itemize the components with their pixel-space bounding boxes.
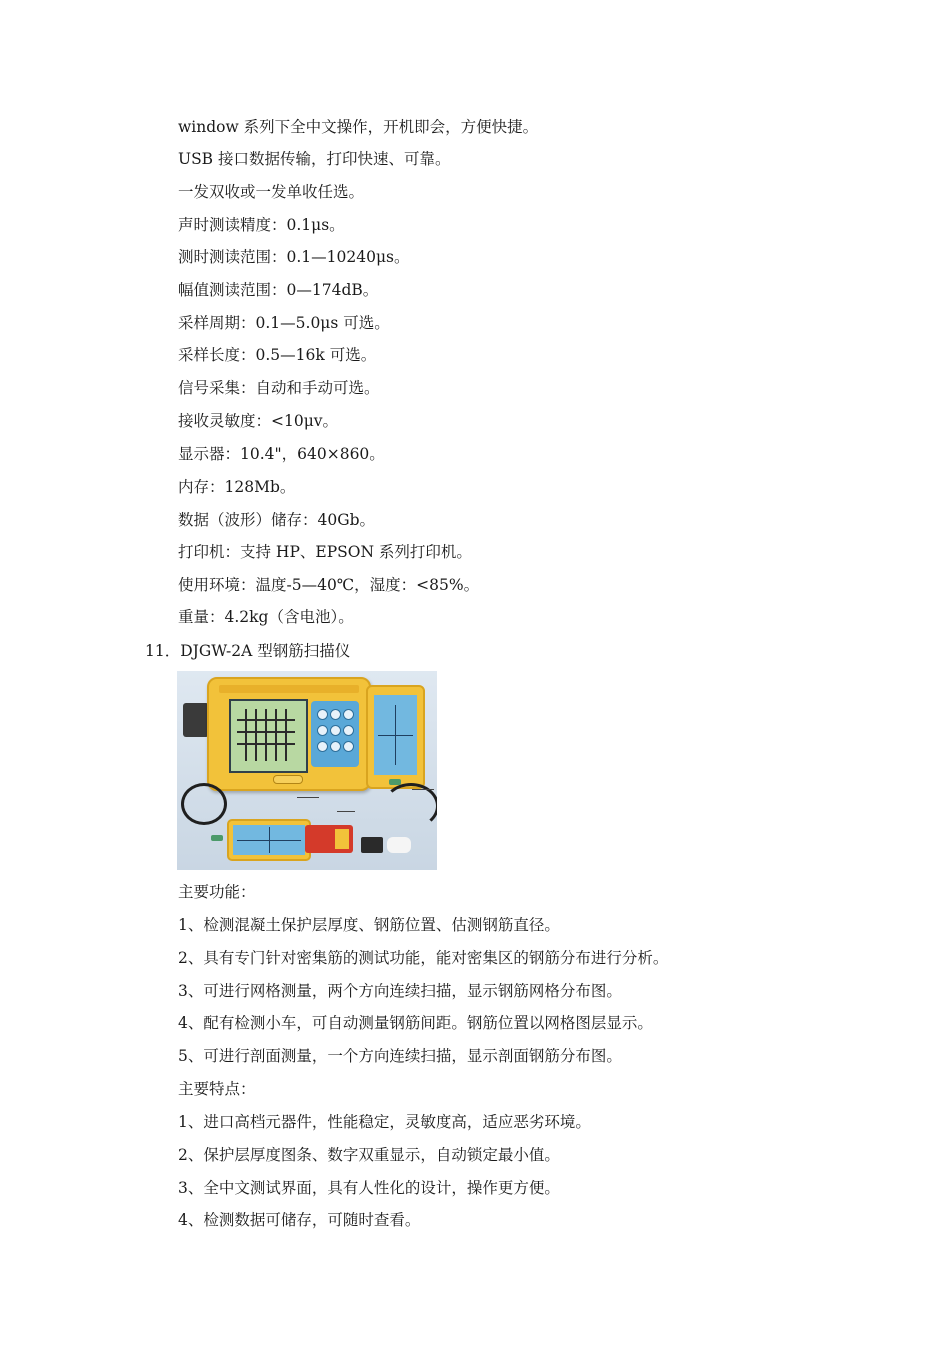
function-item: 1、检测混凝土保护层厚度、钢筋位置、估测钢筋直径。 bbox=[178, 916, 560, 934]
spec-line: USB 接口数据传输，打印快速、可靠。 bbox=[178, 150, 451, 168]
feature-item: 4、检测数据可储存，可随时查看。 bbox=[178, 1211, 421, 1229]
test-cart-illustration bbox=[305, 825, 353, 853]
feature-item: 1、进口高档元器件，性能稳定，灵敏度高，适应恶劣环境。 bbox=[178, 1113, 591, 1131]
spec-line: 显示器：10.4"，640×860。 bbox=[178, 445, 385, 463]
spec-line: 接收灵敏度：<10μv。 bbox=[178, 412, 339, 430]
feature-item: 3、全中文测试界面，具有人性化的设计，操作更方便。 bbox=[178, 1179, 560, 1197]
small-probe-illustration bbox=[227, 819, 311, 861]
spec-line: 数据（波形）储存：40Gb。 bbox=[178, 511, 376, 529]
spec-line: 使用环境：温度-5—40℃，湿度：<85%。 bbox=[178, 576, 480, 594]
spec-line: 内存：128Mb。 bbox=[178, 478, 296, 496]
function-item: 5、可进行剖面测量，一个方向连续扫描，显示剖面钢筋分布图。 bbox=[178, 1047, 622, 1065]
features-title: 主要特点： bbox=[178, 1080, 256, 1098]
spec-line: 信号采集：自动和手动可选。 bbox=[178, 379, 380, 397]
function-item: 2、具有专门针对密集筋的测试功能，能对密集区的钢筋分布进行分析。 bbox=[178, 949, 669, 967]
spec-line: 打印机：支持 HP、EPSON 系列打印机。 bbox=[178, 543, 472, 561]
function-item: 3、可进行网格测量，两个方向连续扫描，显示钢筋网格分布图。 bbox=[178, 982, 622, 1000]
product-photo bbox=[177, 671, 437, 870]
spec-line: 声时测读精度：0.1μs。 bbox=[178, 216, 345, 234]
device-keypad bbox=[311, 701, 359, 767]
function-item: 4、配有检测小车，可自动测量钢筋间距。钢筋位置以网格图层显示。 bbox=[178, 1014, 653, 1032]
device-screen bbox=[229, 699, 308, 773]
connector-icon bbox=[183, 703, 209, 737]
spec-line: 重量：4.2kg（含电池）。 bbox=[178, 608, 354, 626]
spec-line: 采样长度：0.5—16k 可选。 bbox=[178, 346, 377, 364]
feature-item: 2、保护层厚度图条、数字双重显示，自动锁定最小值。 bbox=[178, 1146, 560, 1164]
spec-line: window 系列下全中文操作，开机即会，方便快捷。 bbox=[178, 118, 539, 136]
spec-line: 幅值测读范围：0—174dB。 bbox=[178, 281, 379, 299]
large-probe-illustration bbox=[366, 685, 425, 789]
main-unit-illustration bbox=[207, 677, 371, 791]
section-heading: 11．DJGW-2A 型钢筋扫描仪 bbox=[145, 642, 351, 660]
spec-line: 测时测读范围：0.1—10240μs。 bbox=[178, 248, 410, 266]
spec-line: 一发双收或一发单收任选。 bbox=[178, 183, 365, 201]
spec-line: 采样周期：0.1—5.0μs 可选。 bbox=[178, 314, 390, 332]
functions-title: 主要功能： bbox=[178, 883, 256, 901]
